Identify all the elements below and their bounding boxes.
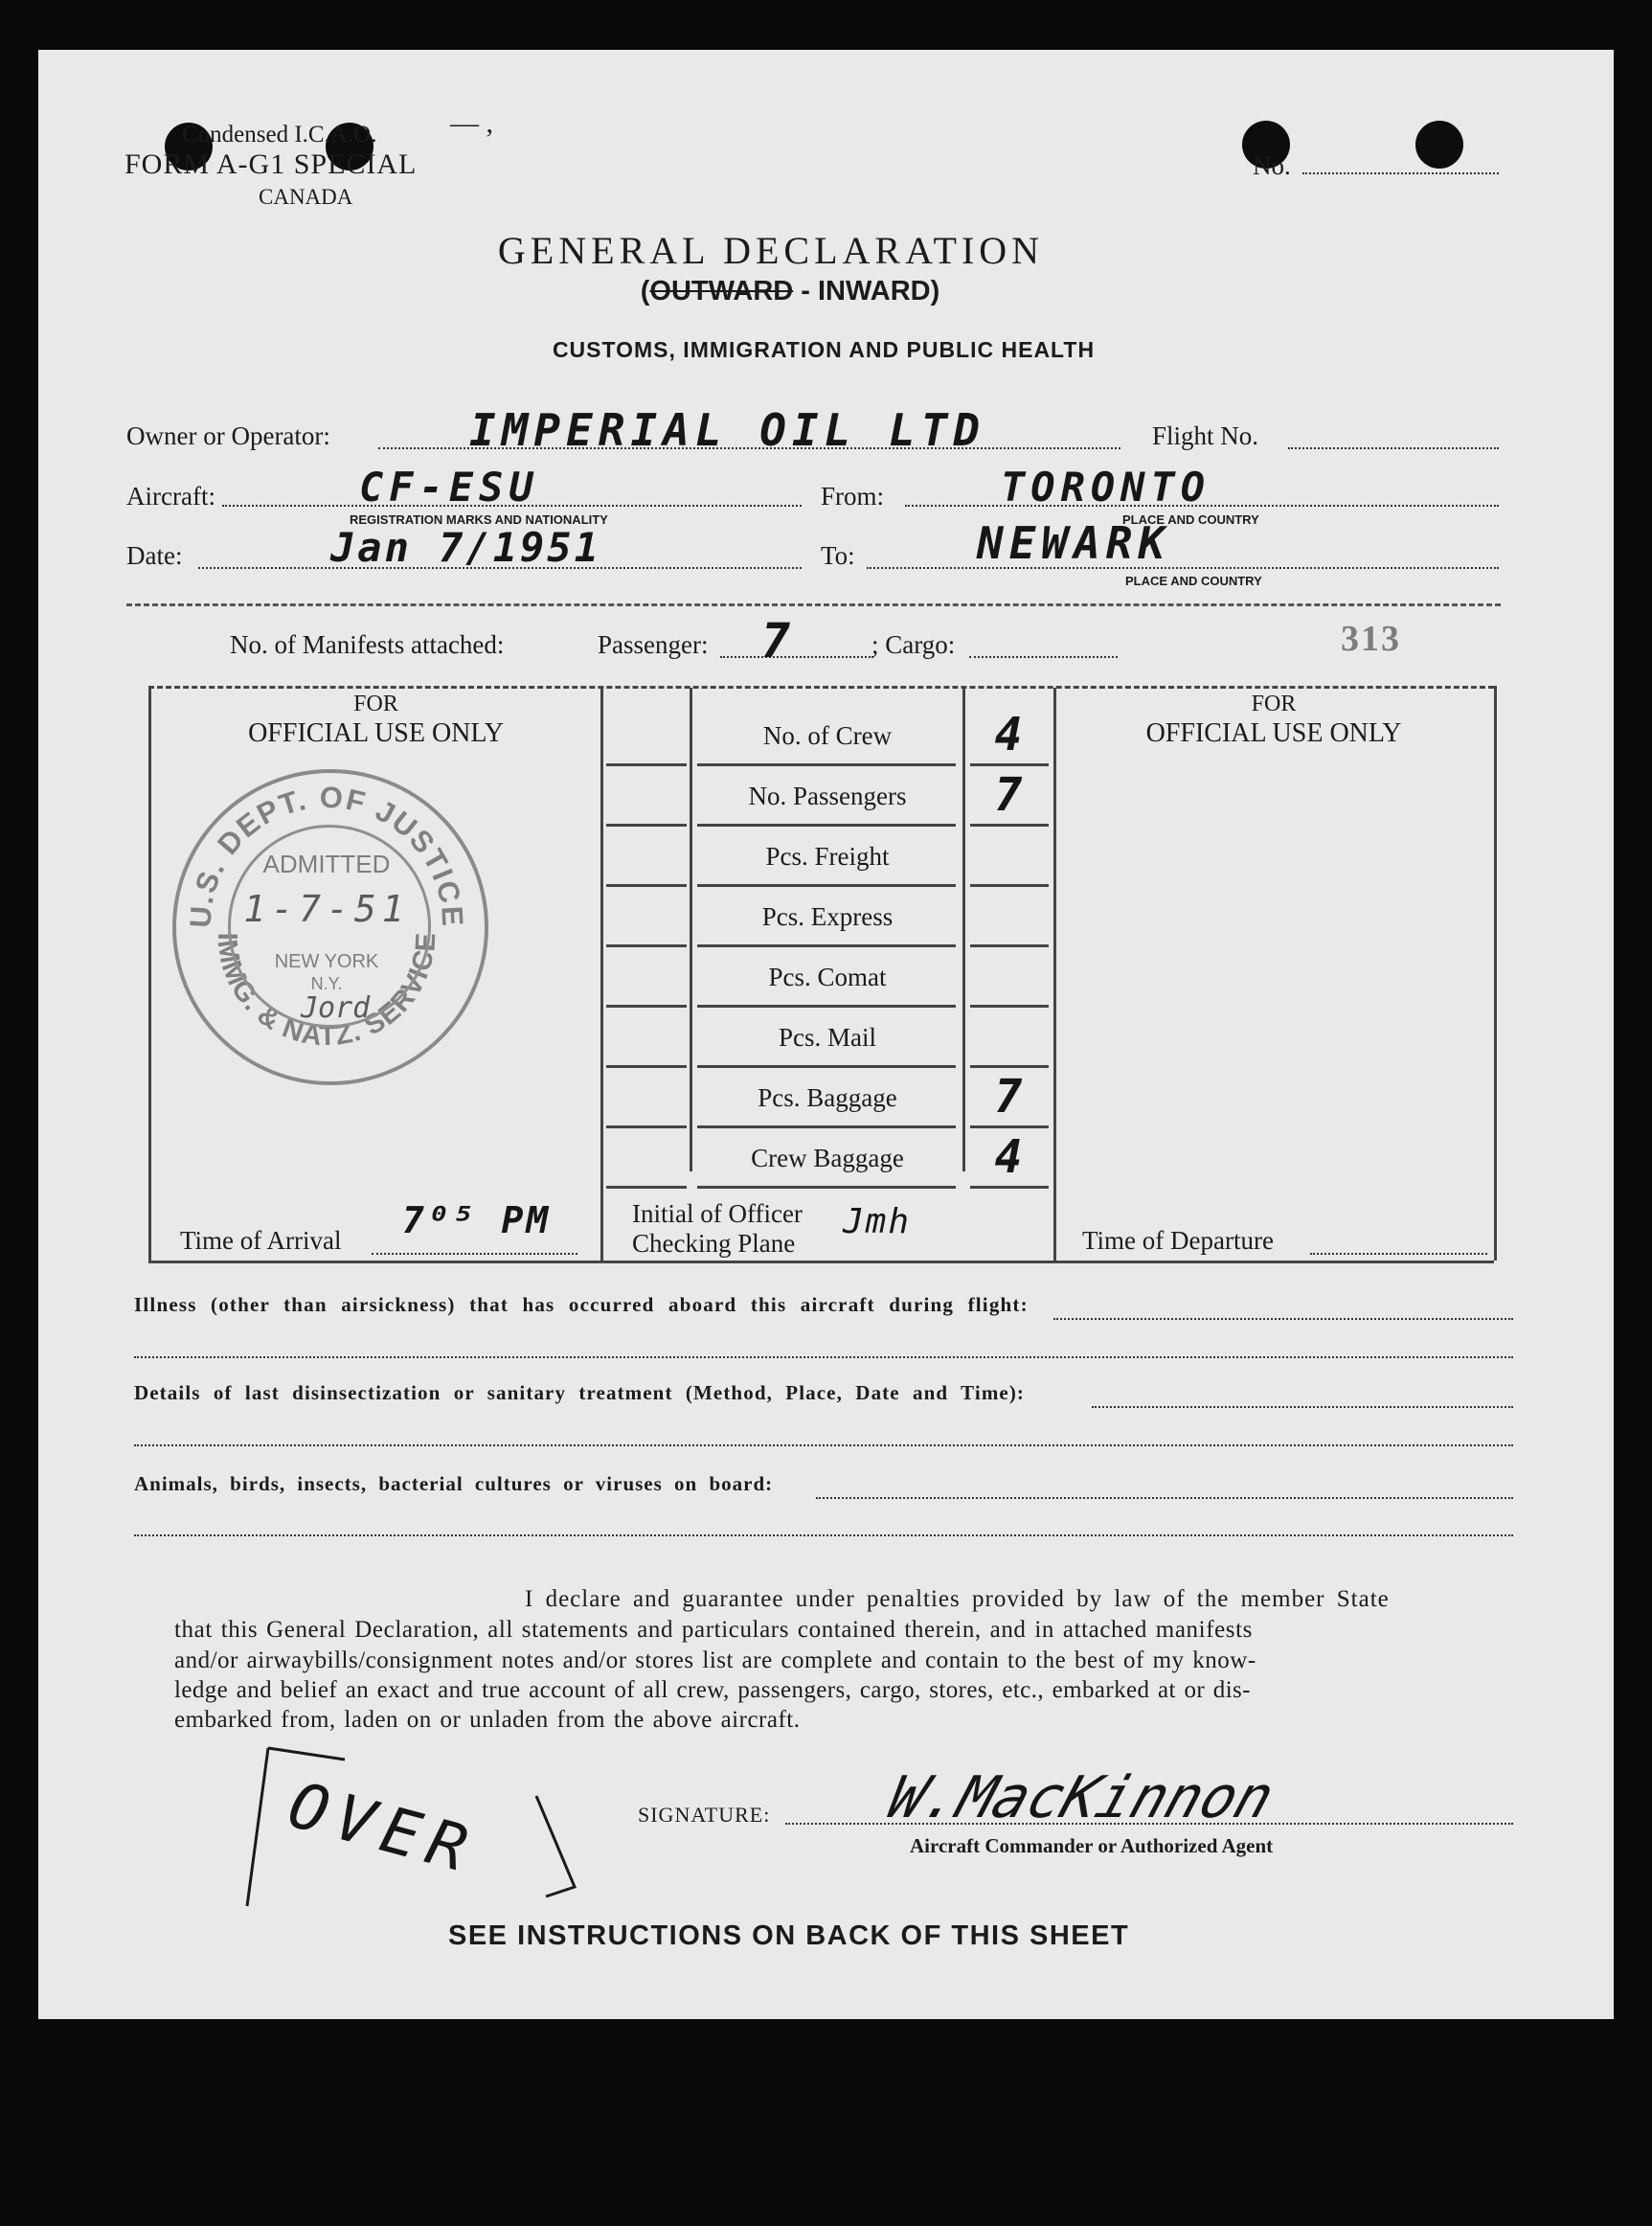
date-value: Jan 7/1951 — [330, 524, 601, 571]
to-value: NEWARK — [977, 517, 1171, 569]
illness-field-continued[interactable] — [134, 1356, 1513, 1358]
date-label: Date: — [126, 541, 183, 570]
from-label: From: — [821, 482, 885, 511]
section-divider — [126, 603, 1501, 606]
count-row-rule — [606, 763, 687, 766]
count-row-rule — [697, 1065, 956, 1068]
animals-field-continued[interactable] — [134, 1534, 1513, 1536]
cargo-manifest-field[interactable] — [969, 656, 1118, 658]
count-row-rule — [697, 1125, 956, 1128]
count-row-rule — [697, 1005, 956, 1008]
stamp-admitted: ADMITTED — [262, 850, 391, 878]
from-caption: PLACE AND COUNTRY — [1122, 512, 1259, 527]
country-label: CANADA — [259, 185, 353, 209]
count-row-label: Crew Baggage — [751, 1144, 904, 1172]
arrival-field[interactable] — [372, 1253, 577, 1255]
stamp-ring-bottom: IMMG. & NATZ. SERVICE — [211, 931, 442, 1053]
signature-handwritten: W.MacKinnon — [879, 1764, 1282, 1831]
count-row-rule — [970, 1065, 1049, 1068]
count-row-label: No. of Crew — [762, 721, 893, 750]
owner-value: IMPERIAL OIL LTD — [469, 404, 986, 456]
count-row-value: 7 — [994, 1070, 1023, 1124]
table-divider — [600, 688, 603, 1262]
stamp-ring-top: U.S. DEPT. OF JUSTICE — [183, 780, 470, 929]
count-row-rule — [970, 763, 1049, 766]
table-divider — [690, 688, 692, 1171]
page-subtitle: CUSTOMS, IMMIGRATION AND PUBLIC HEALTH — [552, 337, 1096, 362]
immigration-stamp — [172, 769, 488, 1085]
flight-label: Flight No. — [1152, 421, 1259, 450]
count-row-label: Pcs. Freight — [765, 842, 890, 871]
departure-label: Time of Departure — [1082, 1226, 1274, 1255]
count-row-rule — [697, 824, 956, 827]
count-row-rule — [970, 824, 1049, 827]
table-top-border — [148, 686, 1494, 689]
count-row-rule — [697, 944, 956, 947]
to-caption: PLACE AND COUNTRY — [1125, 574, 1262, 588]
number-label: No. — [1253, 151, 1291, 180]
count-row-rule — [697, 763, 956, 766]
statement-line-1: I declare and guarantee under penalties provided by law of the member State — [525, 1586, 1390, 1612]
arrival-label: Time of Arrival — [180, 1226, 342, 1255]
flight-field[interactable] — [1288, 447, 1499, 449]
arrival-value: 7⁰⁵ PM — [402, 1199, 552, 1241]
count-row-rule — [970, 1186, 1049, 1189]
top-marks: — , — [450, 107, 493, 139]
disinsectization-field-continued[interactable] — [134, 1444, 1513, 1446]
left-official-use-label: OFFICIAL USE ONLY — [248, 718, 504, 748]
aircraft-label: Aircraft: — [126, 482, 215, 511]
disinsectization-label: Details of last disinsectization or sanitary treatment (Method, Place, Date and Time): — [134, 1381, 1026, 1404]
from-value: TORONTO — [1001, 464, 1211, 511]
aircraft-caption: REGISTRATION MARKS AND NATIONALITY — [350, 512, 608, 527]
statement-line-2: that this General Declaration, all statements and particulars contained therein, and in attached manifests — [174, 1617, 1254, 1643]
statement-line-3: and/or airwaybills/consignment notes and/or stores list are complete and contain to the best of my know- — [174, 1647, 1256, 1673]
departure-field[interactable] — [1310, 1253, 1487, 1255]
disinsectization-field[interactable] — [1092, 1406, 1513, 1408]
cargo-label: ; Cargo: — [871, 630, 956, 659]
count-row-value: 7 — [994, 768, 1023, 822]
count-row-label: Pcs. Express — [761, 902, 894, 931]
table-bottom-border — [148, 1261, 1494, 1263]
count-row-rule — [606, 1005, 687, 1008]
owner-label: Owner or Operator: — [126, 421, 330, 450]
signature-label: SIGNATURE: — [638, 1803, 771, 1827]
number-field[interactable] — [1302, 172, 1499, 174]
stamp-initial: Jord — [301, 991, 371, 1025]
animals-label: Animals, birds, insects, bacterial cultures or viruses on board: — [134, 1472, 774, 1495]
officer-initial: Jmh — [843, 1202, 912, 1241]
count-row-rule — [606, 1186, 687, 1189]
count-row-rule — [970, 884, 1049, 887]
stamp-city: NEW YORK — [274, 951, 379, 972]
count-row-rule — [970, 1005, 1049, 1008]
over-marking: OVER — [281, 1767, 485, 1889]
illness-label: Illness (other than airsickness) that has occurred aboard this aircraft during flight: — [134, 1293, 1029, 1316]
count-row-label: Pcs. Mail — [778, 1023, 876, 1052]
passenger-manifest-field[interactable] — [720, 656, 873, 658]
count-row-rule — [606, 1065, 687, 1068]
form-number: FORM A-G1 SPECIAL — [124, 148, 418, 180]
stamp-date: 1-7-51 — [243, 888, 410, 930]
left-for-label: FOR — [353, 692, 398, 716]
count-row-rule — [606, 1125, 687, 1128]
to-field[interactable] — [867, 567, 1499, 569]
count-row-rule — [970, 944, 1049, 947]
count-row-rule — [606, 884, 687, 887]
count-row-value: 4 — [994, 708, 1023, 761]
outward-struck: OUTWARD — [649, 276, 794, 307]
table-right-border — [1494, 686, 1497, 1261]
passenger-manifest-value: 7 — [761, 613, 797, 669]
count-row-rule — [970, 1125, 1049, 1128]
count-row-label: Pcs. Baggage — [758, 1083, 897, 1112]
manifests-label: No. of Manifests attached: — [230, 630, 505, 659]
count-row-rule — [606, 944, 687, 947]
punch-hole — [1415, 121, 1463, 169]
count-row-label: Pcs. Comat — [768, 963, 887, 991]
aircraft-value: CF-ESU — [359, 464, 539, 511]
count-row-label: No. Passengers — [748, 782, 907, 810]
count-row-rule — [697, 1186, 956, 1189]
condensed-label: Condensed I.C.A.O. — [182, 122, 377, 148]
page-title: GENERAL DECLARATION — [497, 229, 1045, 272]
table-left-border — [148, 686, 151, 1261]
statement-line-4: ledge and belief an exact and true account of all crew, passengers, cargo, stores, etc., embarked at or dis- — [174, 1677, 1251, 1703]
officer-label-1: Initial of Officer — [632, 1199, 803, 1228]
signature-caption: Aircraft Commander or Authorized Agent — [910, 1834, 1274, 1857]
count-row-rule — [697, 884, 956, 887]
right-official-use-label: OFFICIAL USE ONLY — [1145, 718, 1402, 748]
animals-field[interactable] — [816, 1497, 1513, 1499]
count-row-value: 4 — [994, 1130, 1023, 1184]
statement-line-5: embarked from, laden on or unladen from the above aircraft. — [174, 1707, 801, 1733]
table-divider — [1053, 688, 1056, 1262]
illness-field[interactable] — [1053, 1318, 1513, 1320]
direction-line: (OUTWARD - INWARD) — [640, 276, 940, 307]
count-row-rule — [606, 824, 687, 827]
back-instructions: SEE INSTRUCTIONS ON BACK OF THIS SHEET — [448, 1920, 1130, 1951]
to-label: To: — [821, 541, 855, 570]
officer-label-2: Checking Plane — [632, 1229, 796, 1258]
right-for-label: FOR — [1251, 692, 1297, 716]
stamp-state: N.Y. — [310, 974, 343, 993]
inward-label: - INWARD — [801, 276, 931, 307]
stamped-number: 313 — [1341, 619, 1401, 659]
passenger-label: Passenger: — [598, 630, 709, 659]
